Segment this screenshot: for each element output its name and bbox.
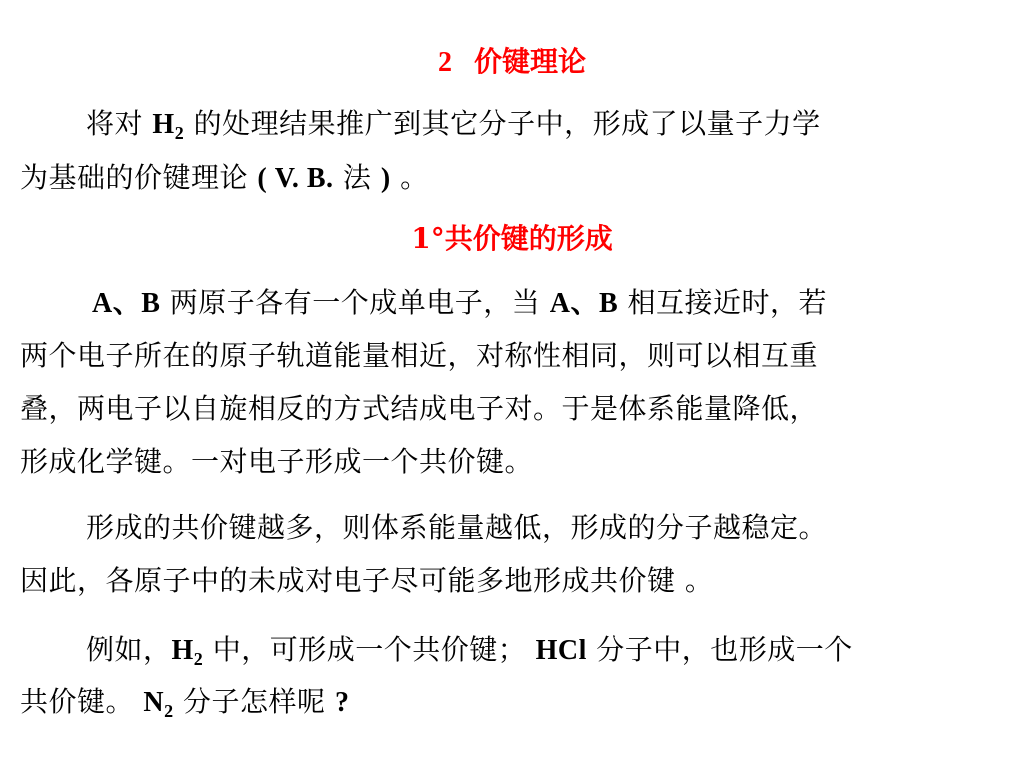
n2-formula: $N_2$ — [143, 687, 174, 721]
h2-formula: $H_2$ — [152, 109, 185, 143]
vb-abbrev: ( V. B. — [257, 163, 334, 194]
para1-text-e: 。 — [390, 161, 429, 194]
section-heading-text: 1°共价键的形成 — [411, 222, 613, 255]
para2-line4: 形成化学键。一对电子形成一个共价键。 — [20, 445, 534, 478]
para1-text-d: 法 — [333, 161, 381, 194]
atoms-ab: A、B — [92, 288, 161, 319]
title-number: 2 — [437, 47, 452, 78]
para1-line1 — [86, 106, 821, 143]
para2-line1: A、B 两原子各有一个成单电子，当 A、B 相互接近时，若 — [92, 286, 828, 319]
para3-line2: 因此，各原子中的未成对电子尽可能多地形成共价键 。 — [20, 564, 714, 597]
para1-text-a: 将对 — [86, 107, 153, 140]
paren-close: ) — [380, 163, 391, 194]
para2-line3: 叠，两电子以自旋相反的方式结成电子对。于是体系能量降低， — [20, 392, 819, 425]
section-heading — [0, 222, 1024, 256]
hcl-formula: HCl — [535, 635, 587, 666]
para2-line2: 两个电子所在的原子轨道能量相近，对称性相同，则可以相互重 — [20, 339, 819, 372]
para1-text-b: 的处理结果推广到其它分子中，形成了以量子力学 — [184, 107, 821, 140]
h2-formula-2: $H_2$ — [171, 635, 204, 669]
atoms-ab-2: A、B — [549, 288, 619, 319]
title-text: 价键理论 — [473, 45, 586, 78]
slide-title — [0, 45, 1024, 80]
para4-line1: 例如，$H_2$ 中，可形成一个共价键； HCl 分子中，也形成一个 — [86, 633, 853, 669]
para4-line2: 共价键。 $N_2$ 分子怎样呢 ? — [20, 685, 350, 721]
para1-text-c: 为基础的价键理论 — [20, 161, 258, 194]
para1-line2 — [20, 160, 429, 197]
para3-line1: 形成的共价键越多，则体系能量越低，形成的分子越稳定。 — [86, 511, 828, 544]
question-mark: ? — [334, 687, 350, 718]
